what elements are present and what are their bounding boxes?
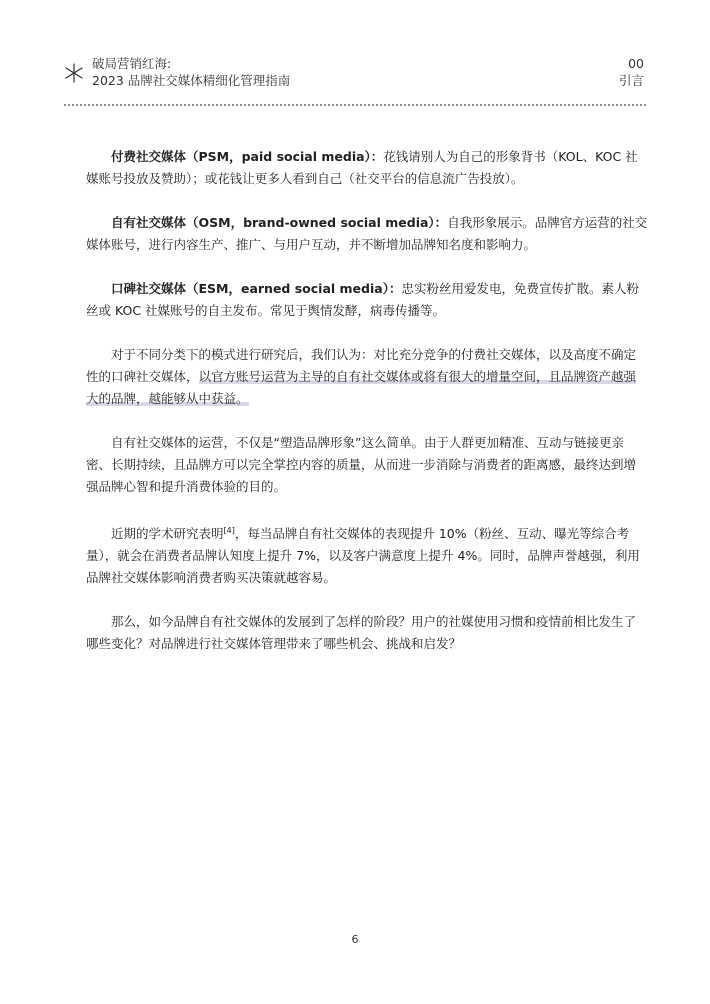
- definition-term: 付费社交媒体（PSM，paid social media）：: [111, 149, 384, 164]
- definition-psm: [86, 146, 648, 190]
- header-divider: [64, 104, 646, 106]
- section-name: 引言: [618, 73, 644, 88]
- highlighted-text: 以官方账号运营为主导的自有社交媒体或将有很大的增量空间，且品牌资产越强大的品牌，越能够从中获益。: [86, 369, 637, 406]
- section-number: 00: [628, 56, 644, 71]
- paragraph-questions: 那么，如今品牌自有社交媒体的发展到了怎样的阶段？用户的社媒使用习惯和疫情前相比发生了哪些变化？对品牌进行社交媒体管理带来了哪些机会、挑战和启发？: [86, 614, 637, 652]
- document-title: [92, 55, 290, 89]
- paragraph-text: 对于不同分类下的模式进行研究后，我们认为：对比充分竞争的付费社交媒体，以及高度不确定性的口碑社交媒体，: [86, 347, 637, 384]
- citation-ref: [4]: [223, 526, 235, 535]
- document-title-line2: 2023 品牌社交媒体精细化管理指南: [92, 73, 291, 88]
- paragraph-research: [86, 520, 648, 589]
- section-indicator: [619, 55, 644, 89]
- definition-osm: [86, 212, 648, 256]
- asterisk-logo-icon: [64, 63, 84, 83]
- definition-text: 自我形象展示。品牌官方运营的社交媒体账号，进行内容生产、推广、与用户互动，并不断增加品牌知名度和影响力。: [86, 215, 648, 252]
- definition-term: 自有社交媒体（OSM，brand-owned social media）：: [111, 215, 448, 230]
- page-number: 6: [351, 933, 359, 946]
- paragraph-osm-operation: 自有社交媒体的运营，不仅是“塑造品牌形象”这么简单。由于人群更加精准、互动与链接更亲密、长期持续，且品牌方可以完全掌控内容的质量，从而进一步消除与消费者的距离感，最终达到增强品牌心智和提升消费体验的目的。: [86, 435, 637, 494]
- paragraph-conclusion: [86, 344, 648, 410]
- definition-text: 花钱请别人为自己的形象背书（KOL、KOC 社媒账号投放及赞助）；或花钱让更多人看到自己（社交平台的信息流广告投放）。: [86, 149, 638, 186]
- document-title-line1: 破局营销红海:: [92, 56, 172, 71]
- paragraph-text: ，每当品牌自有社交媒体的表现提升 10%（粉丝、互动、曝光等综合考量），就会在消费者品牌认知度上提升 7%，以及客户满意度上提升 4%。同时，品牌声誉越强，利用品牌社交媒体影响消费者购买决策就越容易。: [86, 526, 640, 586]
- page-header: [0, 0, 710, 110]
- page-body: [86, 146, 648, 677]
- paragraph-text: 近期的学术研究表明: [111, 526, 224, 542]
- definition-text: 忠实粉丝用爱发电，免费宣传扩散。素人粉丝或 KOC 社媒账号的自主发布。常见于舆情发酵，病毒传播等。: [86, 281, 639, 318]
- definition-esm: [86, 278, 648, 322]
- definition-term: 口碑社交媒体（ESM，earned social media）：: [111, 281, 402, 296]
